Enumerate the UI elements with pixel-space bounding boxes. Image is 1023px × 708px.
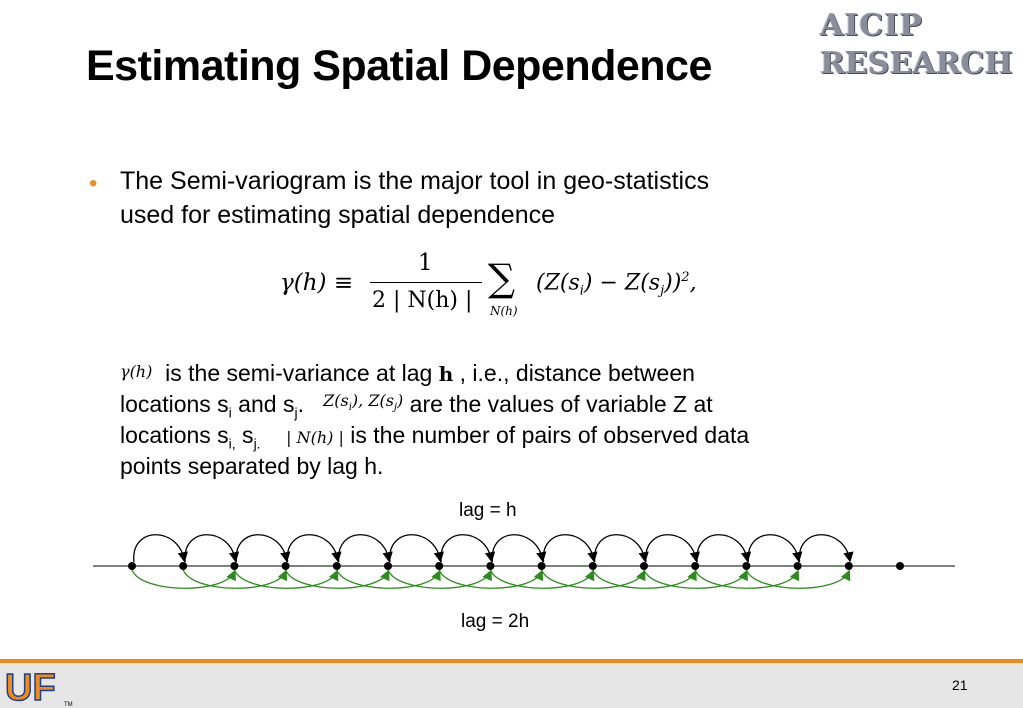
uf-logo-tm: TM [64, 702, 73, 708]
lag-h-label: lag = h [459, 500, 517, 521]
z-open: Z(s [323, 391, 349, 410]
observation-point [384, 562, 392, 570]
z-end: ) [397, 391, 404, 410]
lag-2h-label: lag = 2h [461, 611, 530, 632]
para-line-2-a: locations s [120, 391, 229, 417]
footer-background [0, 663, 1023, 708]
lag-h-arc [748, 535, 798, 562]
summand-open: (Z(s [536, 270, 580, 296]
lag-h-arc [339, 535, 389, 562]
observation-point [179, 562, 187, 570]
lag-h-arc [543, 535, 593, 562]
para-line-3-b: s [235, 422, 254, 448]
para-line-3-sub2: j. [253, 435, 261, 452]
formula-sum-index: N(h) [490, 304, 518, 318]
gamma-h-symbol: γ(h) [120, 362, 153, 381]
bullet-line-1: The Semi-variogram is the major tool in geo-statistics [120, 167, 710, 195]
para-line-2-c: are the values of variable Z at [409, 391, 713, 417]
para-line-2-sub-j: j [294, 404, 298, 421]
formula-denominator: 2 | N(h) | [372, 288, 473, 313]
formula-lhs: γ(h) ≡ [280, 270, 354, 296]
n-h-symbol: | N(h) | [286, 428, 344, 447]
lag-h-arc [185, 535, 235, 562]
lag-h-arc [697, 535, 747, 562]
observation-point [128, 562, 136, 570]
lag-h-arc [287, 535, 337, 562]
para-line-2-sub-i: i [228, 404, 232, 421]
summand-minus: ) − Z(s [583, 270, 661, 296]
observation-point [640, 562, 648, 570]
observation-point [333, 562, 341, 570]
z-sub-j: j [393, 402, 398, 414]
summand-trail: , [689, 270, 697, 296]
lag-h-arc [492, 535, 542, 562]
lag-h-arc [134, 535, 184, 562]
lag-h-arc [646, 535, 696, 562]
summand-sub-j: j [660, 283, 665, 299]
para-line-1-a: is the semi-variance at lag [165, 360, 433, 386]
para-line-3-sub: i, [228, 435, 236, 452]
lag-h-arcs [134, 535, 850, 562]
summand-power: 2 [681, 270, 690, 285]
para-line-2-dot: . [297, 391, 304, 417]
observation-point [742, 562, 750, 570]
logo-line-2: RESEARCH [820, 46, 1013, 81]
observation-point [691, 562, 699, 570]
observation-point [896, 562, 904, 570]
observation-point [845, 562, 853, 570]
para-line-4: points separated by lag h. [120, 453, 384, 479]
lag-h-arc [595, 535, 645, 562]
observation-point [794, 562, 802, 570]
observation-point [486, 562, 494, 570]
logo-line-1: AICIP [820, 8, 923, 43]
bullet-line-2: used for estimating spatial dependence [120, 201, 556, 229]
lag-2h-arcs [132, 570, 849, 588]
z-sub-i: i [348, 402, 352, 414]
summand-sub-i: i [579, 283, 584, 299]
lag-h-arc [799, 535, 849, 562]
lag-h-arc [441, 535, 491, 562]
uf-logo [4, 664, 84, 708]
para-line-1-b: , i.e., distance between [459, 360, 695, 386]
observation-point [282, 562, 290, 570]
para-line-3-a: locations s [120, 422, 229, 448]
page-number: 21 [952, 677, 968, 693]
summand-close: )) [664, 270, 682, 296]
lag-h-arc [236, 535, 286, 562]
observation-point [538, 562, 546, 570]
slide-title: Estimating Spatial Dependence [86, 42, 712, 90]
formula-numerator: 1 [418, 250, 433, 276]
bullet-marker: • [89, 170, 98, 197]
lag-h-symbol: h [438, 362, 454, 386]
para-line-2-b: and s [231, 391, 295, 417]
para-line-3-c: is the number of pairs of observed data [350, 422, 750, 448]
observation-point [589, 562, 597, 570]
lag-2h-arc [132, 570, 234, 588]
lag-h-arc [390, 535, 440, 562]
observation-point [230, 562, 238, 570]
observation-point [435, 562, 443, 570]
z-mid: ), Z(s [351, 391, 394, 410]
uf-logo-text: UF [5, 667, 56, 708]
formula-sum-symbol: ∑ [488, 256, 516, 300]
